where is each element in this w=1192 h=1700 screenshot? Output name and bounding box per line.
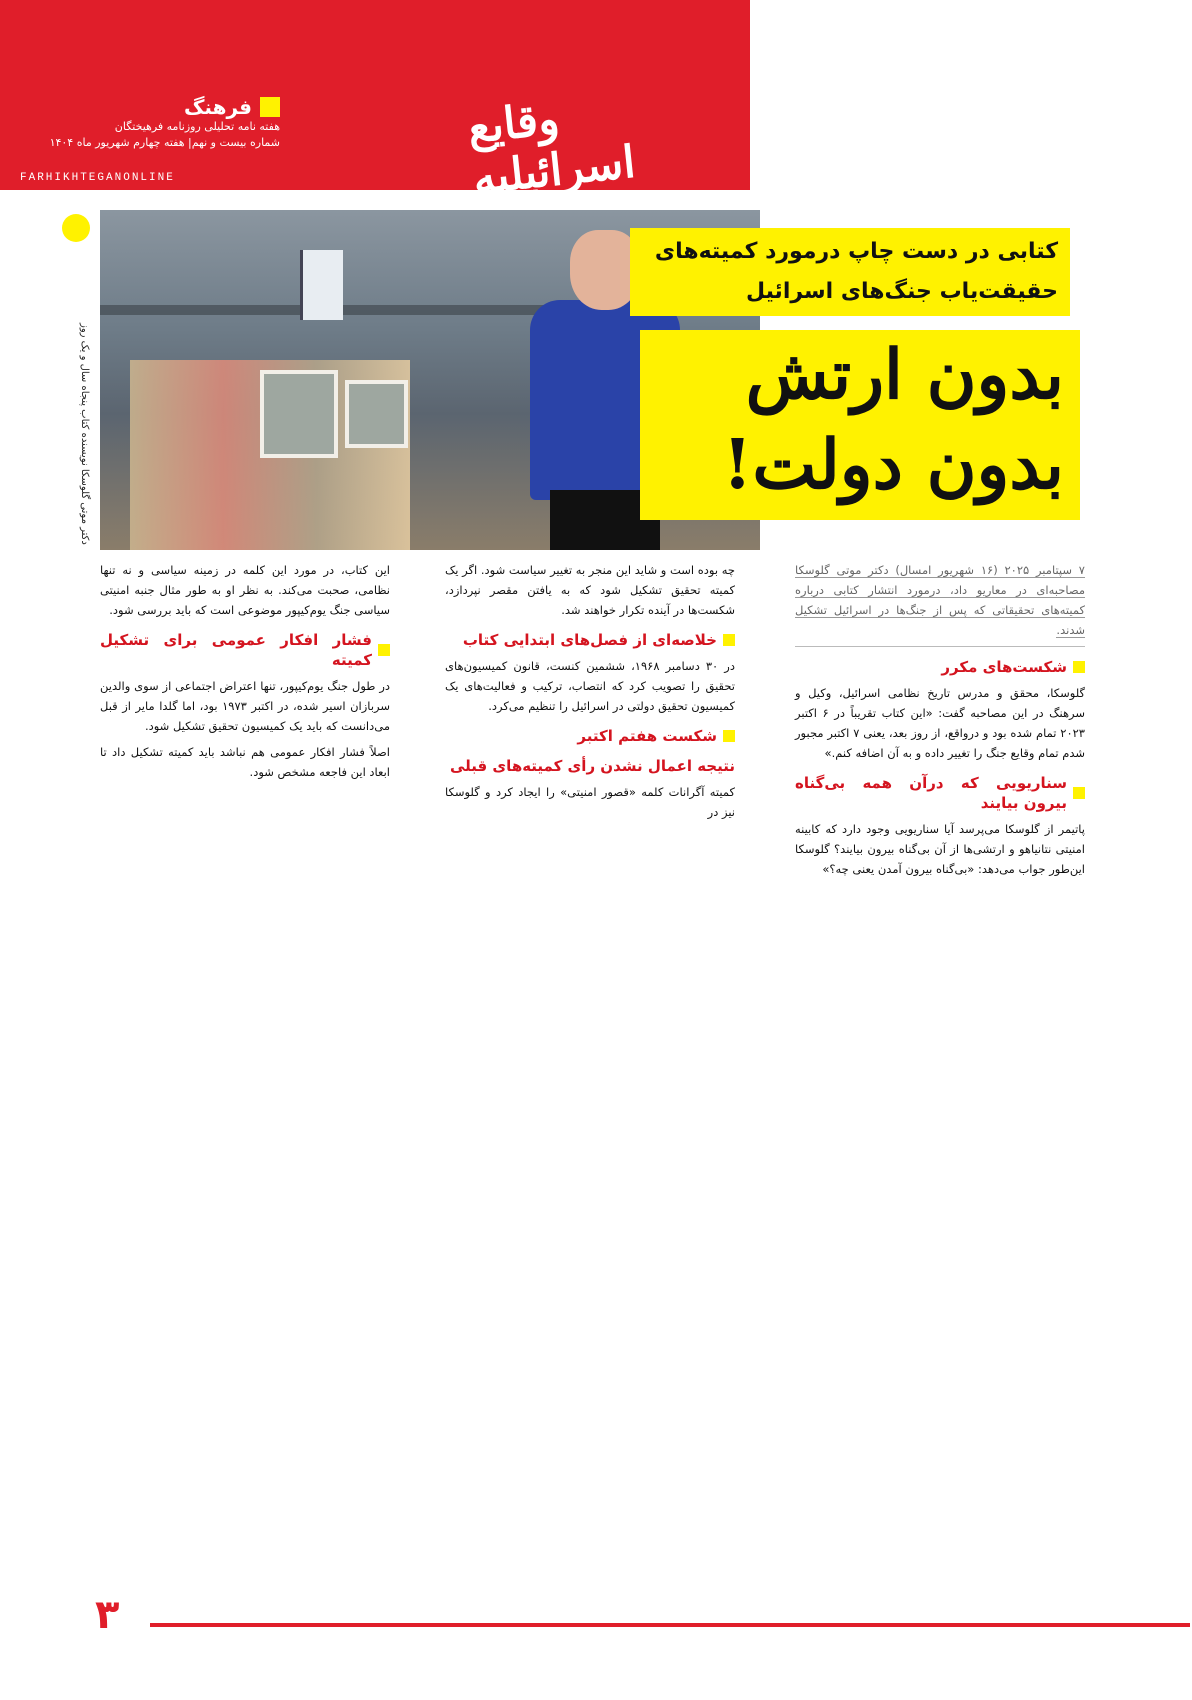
photo-flag	[300, 250, 343, 320]
section-label: فرهنگ	[183, 95, 252, 119]
subheading	[445, 726, 735, 746]
subheading	[795, 657, 1085, 677]
subheading-text: نتیجه اعمال نشدن رأی کمیته‌های قبلی	[449, 757, 735, 775]
subheading-text: شکست‌های مکرر	[941, 658, 1067, 676]
site-name: FARHIKHTEGANONLINE	[20, 172, 175, 184]
paragraph: گلوسکا، محقق و مدرس تاریخ نظامی اسرائیل، وکیل و سرهنگ در این مصاحبه گفت: «این کتاب تقریباً در ۶ اکتبر ۲۰۲۳ تمام شده بود و درواقع، از روز بعد، یعنی ۷ اکتبر مجبور شدم تمام وقایع جنگ را تغییر داده و به آن اضافه کنم.»	[795, 686, 1085, 760]
photo-frame	[345, 380, 408, 448]
paragraph: این کتاب، در مورد این کلمه در زمینه سیاسی و نه تنها نظامی، صحبت می‌کند. به نظر او به طور مثال جنبه امنیتی سیاسی جنگ یوم‌کیپور موضوعی است که باید بررسی شود.	[100, 563, 390, 617]
subheading	[445, 630, 735, 650]
bottom-rule	[150, 1623, 1190, 1627]
subheading	[100, 630, 390, 670]
headline-line-1: بدون ارتش	[745, 335, 1064, 415]
subheading	[795, 773, 1085, 813]
section-info	[20, 95, 280, 151]
section-title	[20, 95, 280, 119]
publication-line: هفته نامه تحلیلی روزنامه فرهیختگان	[114, 120, 280, 133]
masthead-logo: وقایع اسرائیلیه	[465, 93, 638, 205]
subheading-text: سناریویی که درآن همه بی‌گناه بیرون بیایند	[795, 774, 1067, 812]
page-number: ۳	[95, 1592, 120, 1638]
yellow-square-icon	[723, 634, 735, 646]
subheading-continuation	[445, 756, 735, 776]
yellow-square-icon	[1073, 661, 1085, 673]
headline	[640, 330, 1080, 520]
photo-frame	[260, 370, 338, 458]
issue-line: شماره بیست و نهم| هفته چهارم شهریور ماه ۱۴۰۴	[49, 136, 280, 149]
yellow-square-icon	[260, 97, 280, 117]
column-3	[100, 560, 390, 788]
subheading-text: خلاصه‌ای از فصل‌های ابتدایی کتاب	[462, 631, 717, 649]
yellow-square-icon	[378, 644, 390, 656]
paragraph: کمیته آگرانات کلمه «قصور امنیتی» را ایجاد کرد و گلوسکا نیز در	[445, 785, 735, 819]
yellow-square-icon	[1073, 787, 1085, 799]
column-2	[445, 560, 735, 828]
paragraph: در ۳۰ دسامبر ۱۹۶۸، ششمین کنست، قانون کمیسیون‌های تحقیق را تصویب کرد که انتصاب، ترکیب و فعالیت‌های یک کمیسیون تحقیق دولتی در اسرائیل را تنظیم می‌کرد.	[445, 659, 735, 713]
subheading-text: شکست هفتم اکتبر	[577, 727, 717, 745]
paragraph: چه بوده است و شاید این منجر به تغییر سیاست شود. اگر یک کمیته تحقیق تشکیل شود که به یافتن مقصر نپردازد، شکست‌ها در آینده تکرار خواهند شد.	[445, 563, 735, 617]
photo-caption: دکتر موتی گلوسکا نویسنده کتاب پنجاه سال و یک روز	[79, 323, 90, 545]
intro-paragraph	[795, 560, 1085, 647]
paragraph: پاتیمر از گلوسکا می‌پرسد آیا سناریویی وجود دارد که کابینه امنیتی نتانیاهو و ارتشی‌ها از آن بی‌گناه بیرون بیایند؟ گلوسکا این‌طور جواب می‌دهد: «بی‌گناه بیرون آمدن یعنی چه؟»	[795, 822, 1085, 876]
paragraph: اصلاً فشار افکار عمومی هم نباشد باید کمیته تشکیل داد تا ابعاد این فاجعه مشخص شود.	[100, 745, 390, 779]
subheading-text: فشار افکار عمومی برای تشکیل کمیته	[100, 631, 372, 669]
yellow-square-icon	[723, 730, 735, 742]
intro-text: ۷ سپتامبر ۲۰۲۵ (۱۶ شهریور امسال) دکتر موتی گلوسکا مصاحبه‌ای در معاریو داد، درمورد انتشار کتابی درباره کمیته‌های تحقیقاتی که پس از جنگ‌ها در اسرائیل تشکیل شدند.	[795, 563, 1085, 637]
paragraph: در طول جنگ یوم‌کیپور، تنها اعتراض اجتماعی از سوی والدین سربازان اسیر شده، در اکتبر ۱۹۷۳ بود، اما گلدا مایر از قبل می‌دانست که باید یک کمیسیون تحقیق تشکیل شود.	[100, 679, 390, 733]
column-1	[795, 560, 1085, 885]
kicker: کتابی در دست چاپ درمورد کمیته‌های حقیقت‌یاب جنگ‌های اسرائیل	[630, 228, 1070, 316]
headline-line-2: بدون دولت!	[722, 425, 1064, 505]
